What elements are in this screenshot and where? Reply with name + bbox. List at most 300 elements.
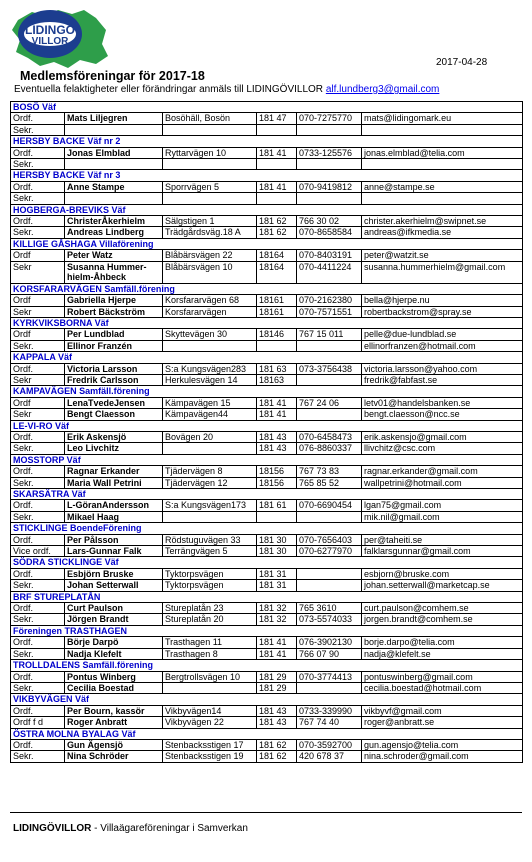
contact-role: Sekr. [11,477,65,488]
association-heading-row [11,317,523,328]
contact-email: borje.darpo@telia.com [362,637,523,648]
logo-word-top: LIDINGÖ [25,23,75,37]
contact-name: Johan Setterwall [65,580,163,591]
contact-name: Nina Schröder [65,751,163,762]
contact-postcode [257,511,297,522]
association-heading-row [11,557,523,568]
contact-row [11,546,523,557]
contact-postcode: 181 62 [257,751,297,762]
contact-postcode: 181 63 [257,363,297,374]
contact-email: victoria.larsson@yahoo.com [362,363,523,374]
association-name: KYRKVIKSBORNA Väf [11,317,523,328]
association-name: BRF STUREPLATÅN [11,591,523,602]
contact-postcode: 181 47 [257,113,297,124]
contact-name: Jörgen Brandt [65,614,163,625]
contact-email: johan.setterwall@marketcap.se [362,580,523,591]
contact-phone: 070-8658584 [297,227,362,238]
contact-name: ChristerÅkerhielm [65,216,163,227]
association-heading-row [11,352,523,363]
contact-phone: 766 07 90 [297,648,362,659]
contact-role: Vice ordf. [11,546,65,557]
contact-street-address: Ryttarvägen 10 [163,147,257,158]
contact-phone: 070-6277970 [297,546,362,557]
contact-street-address: Korsfararvägen [163,306,257,317]
contact-role: Ordf. [11,181,65,192]
contact-postcode: 181 43 [257,705,297,716]
contact-role: Sekr. [11,580,65,591]
association-name: KORSFARARVÄGEN Samfäll.förening [11,283,523,294]
contact-street-address: Kämpavägen 15 [163,397,257,408]
association-heading-row [11,170,523,181]
contact-postcode: 181 41 [257,397,297,408]
association-name: SÖDRA STICKLINGE Väf [11,557,523,568]
contact-role: Sekr. [11,193,65,204]
contact-name: Peter Watz [65,250,163,261]
contact-email: wallpetrini@hotmail.com [362,477,523,488]
contact-phone: 073-5574033 [297,614,362,625]
association-name: BOSÖ Väf [11,102,523,113]
contact-phone: 420 678 37 [297,751,362,762]
contact-row [11,443,523,454]
subtitle-text: Eventuella felaktigheter eller förändringar anmäls till LIDINGÖVILLOR [14,84,324,95]
contact-name: Per Lundblad [65,329,163,340]
contact-email: curt.paulson@comhem.se [362,603,523,614]
contact-postcode: 181 32 [257,614,297,625]
association-heading-row [11,625,523,636]
contact-name: Pontus Winberg [65,671,163,682]
contact-row [11,648,523,659]
contact-street-address: Vikbyvägen14 [163,705,257,716]
contact-postcode: 181 41 [257,181,297,192]
contact-name: Per Bourn, kassör [65,705,163,716]
contact-name: Per Pålsson [65,534,163,545]
association-heading-row [11,136,523,147]
contact-street-address [163,443,257,454]
contact-name: Mikael Haag [65,511,163,522]
contact-name: Nadja Klefelt [65,648,163,659]
contact-role: Sekr. [11,443,65,454]
contact-row [11,113,523,124]
contact-row [11,147,523,158]
contact-phone [297,568,362,579]
association-heading-row [11,660,523,671]
contact-street-address: Kämpavägen44 [163,409,257,420]
page-title: Medlemsföreningar för 2017-18 [20,69,205,83]
contact-phone: 070-6690454 [297,500,362,511]
contact-name [65,124,163,135]
contact-name: Robert Bäckström [65,306,163,317]
association-heading-row [11,694,523,705]
contact-email: ellinorfranzen@hotmail.com [362,340,523,351]
association-heading-row [11,238,523,249]
contact-postcode [257,124,297,135]
contact-role: Sekr. [11,751,65,762]
contact-name: Leo Livchitz [65,443,163,454]
contact-phone: 070-2162380 [297,295,362,306]
contact-street-address: Blåbärsvägen 10 [163,261,257,283]
contact-row [11,193,523,204]
contact-row [11,295,523,306]
contact-role: Sekr. [11,511,65,522]
association-heading-row [11,420,523,431]
contact-postcode: 181 29 [257,671,297,682]
footer-brand: LIDINGÖVILLOR [13,823,92,834]
contact-role: Ordf [11,397,65,408]
contact-name [65,193,163,204]
contact-postcode: 18161 [257,295,297,306]
contact-name: Curt Paulson [65,603,163,614]
contact-street-address [163,159,257,170]
contact-role: Ordf f d [11,717,65,728]
contact-name: Ellinor Franzén [65,340,163,351]
contact-email: jorgen.brandt@comhem.se [362,614,523,625]
contact-postcode: 181 62 [257,227,297,238]
contact-row [11,466,523,477]
association-name: HERSBY BACKE Väf nr 3 [11,170,523,181]
contact-row [11,568,523,579]
contact-phone: 070-7275770 [297,113,362,124]
association-name: KILLIGE GÅSHAGA Villaförening [11,238,523,249]
contact-phone [297,193,362,204]
contact-phone: 766 30 02 [297,216,362,227]
contact-phone: 767 73 83 [297,466,362,477]
association-heading-row [11,102,523,113]
contact-email: lgan75@gmail.com [362,500,523,511]
contact-email: gun.agensjo@telia.com [362,739,523,750]
contact-street-address: Stureplatån 20 [163,614,257,625]
contact-role: Sekr [11,306,65,317]
contact-street-address [163,124,257,135]
contact-name: Roger Anbratt [65,717,163,728]
contact-row [11,159,523,170]
contact-row [11,181,523,192]
contact-postcode: 181 32 [257,603,297,614]
association-heading-row [11,523,523,534]
association-name: ÖSTRA MOLNA BYALAG Väf [11,728,523,739]
contact-phone: 070-3774413 [297,671,362,682]
contact-postcode: 18164 [257,261,297,283]
contact-phone: 070-6458473 [297,431,362,442]
contact-street-address: S:a Kungsvägen173 [163,500,257,511]
contact-email: bengt.claesson@ncc.se [362,409,523,420]
contact-row [11,603,523,614]
contact-row [11,329,523,340]
contact-name: Ragnar Erkander [65,466,163,477]
contact-row [11,306,523,317]
contact-street-address: Tjädervägen 8 [163,466,257,477]
association-name: MOSSTORP Väf [11,454,523,465]
contact-email-link[interactable]: alf.lundberg3@gmail.com [325,84,440,95]
contact-role: Ordf. [11,603,65,614]
contact-name: Maria Wall Petrini [65,477,163,488]
contact-phone [297,374,362,385]
contact-postcode [257,159,297,170]
contact-name: Victoria Larsson [65,363,163,374]
contact-street-address: Bovägen 20 [163,431,257,442]
contact-row [11,363,523,374]
contact-street-address: Terrängvägen 5 [163,546,257,557]
footer-divider [10,812,522,813]
member-associations-table [10,101,523,763]
association-name: HOGBERGA-BREVIKS Väf [11,204,523,215]
lidingovillor-logo [10,6,110,70]
contact-postcode: 181 41 [257,147,297,158]
contact-name [65,159,163,170]
contact-role: Sekr. [11,614,65,625]
contact-row [11,216,523,227]
contact-role: Ordf. [11,671,65,682]
contact-postcode [257,340,297,351]
contact-postcode: 18164 [257,250,297,261]
contact-role: Ordf. [11,637,65,648]
association-heading-row [11,283,523,294]
contact-email: pelle@due-lundblad.se [362,329,523,340]
page-subtitle [14,84,439,95]
contact-postcode: 181 43 [257,431,297,442]
contact-email: peter@watzit.se [362,250,523,261]
contact-street-address [163,193,257,204]
contact-email: cecilia.boestad@hotmail.com [362,682,523,693]
contact-name: LenaTvedeJensen [65,397,163,408]
contact-row [11,431,523,442]
contact-phone: 070-7656403 [297,534,362,545]
contact-name: Gabriella Hjerpe [65,295,163,306]
association-name: KAMPAVÄGEN Samfäll.förening [11,386,523,397]
contact-street-address [163,682,257,693]
contact-email: esbjorn@bruske.com [362,568,523,579]
logo-word-bottom: VILLOR [31,36,69,47]
contact-phone: 767 24 06 [297,397,362,408]
contact-email: nina.schroder@gmail.com [362,751,523,762]
contact-row [11,580,523,591]
contact-email: anne@stampe.se [362,181,523,192]
contact-email: per@taheiti.se [362,534,523,545]
contact-email: erik.askensjo@gmail.com [362,431,523,442]
contact-email: roger@anbratt.se [362,717,523,728]
contact-phone [297,124,362,135]
contact-street-address: Tjädervägen 12 [163,477,257,488]
contact-phone: 070-7571551 [297,306,362,317]
contact-street-address: Blåbärsvägen 22 [163,250,257,261]
contact-role: Ordf. [11,534,65,545]
contact-row [11,637,523,648]
contact-role: Sekr. [11,340,65,351]
document-date: 2017-04-28 [436,57,488,68]
contact-email: pontuswinberg@gmail.com [362,671,523,682]
footer-text: - Villaägareföreningar i Samverkan [91,823,248,834]
contact-name: Gun Ägensjö [65,739,163,750]
contact-email: mik.nil@gmail.com [362,511,523,522]
association-name: VIKBYVÄGEN Väf [11,694,523,705]
contact-role: Sekr. [11,227,65,238]
contact-street-address: Bergtrollsvägen 10 [163,671,257,682]
contact-email: falklarsgunnar@gmail.com [362,546,523,557]
contact-role: Sekr. [11,159,65,170]
contact-row [11,374,523,385]
contact-email: letv01@handelsbanken.se [362,397,523,408]
contact-phone: 070-4411224 [297,261,362,283]
contact-postcode: 181 61 [257,500,297,511]
contact-email: bella@hjerpe.nu [362,295,523,306]
contact-street-address: Herkulesvägen 14 [163,374,257,385]
contact-name: L-GöranAndersson [65,500,163,511]
contact-phone [297,580,362,591]
contact-email: vikbyvf@gmail.com [362,705,523,716]
contact-postcode: 18161 [257,306,297,317]
contact-role: Sekr. [11,124,65,135]
contact-postcode: 181 41 [257,409,297,420]
contact-street-address: S:a Kungsvägen283 [163,363,257,374]
contact-phone: 076-8860337 [297,443,362,454]
contact-phone: 070-3592700 [297,739,362,750]
contact-postcode: 181 31 [257,568,297,579]
contact-postcode [257,193,297,204]
contact-postcode: 18146 [257,329,297,340]
contact-email: robertbackstrom@spray.se [362,306,523,317]
contact-name: Lars-Gunnar Falk [65,546,163,557]
contact-postcode: 181 43 [257,443,297,454]
contact-postcode: 181 31 [257,580,297,591]
contact-role: Ordf. [11,466,65,477]
association-heading-row [11,386,523,397]
contact-street-address: Tyktorpsvägen [163,568,257,579]
contact-role: Ordf. [11,739,65,750]
contact-street-address: Trasthagen 8 [163,648,257,659]
contact-role: Ordf. [11,431,65,442]
contact-role: Ordf [11,295,65,306]
contact-row [11,397,523,408]
contact-postcode: 18156 [257,477,297,488]
contact-row [11,250,523,261]
contact-street-address: Korsfararvägen 68 [163,295,257,306]
association-name: HERSBY BACKE Väf nr 2 [11,136,523,147]
contact-row [11,614,523,625]
contact-email: ragnar.erkander@gmail.com [362,466,523,477]
contact-street-address: Rödstuguvägen 33 [163,534,257,545]
contact-role: Ordf. [11,216,65,227]
contact-row [11,500,523,511]
contact-street-address: Trasthagen 11 [163,637,257,648]
contact-postcode: 181 41 [257,648,297,659]
contact-street-address: Skyttevägen 30 [163,329,257,340]
contact-phone: 073-3756438 [297,363,362,374]
contact-phone: 767 15 011 [297,329,362,340]
contact-postcode: 181 62 [257,216,297,227]
contact-street-address: Trädgårdsväg.18 A [163,227,257,238]
contact-role: Ordf. [11,568,65,579]
contact-role: Sekr [11,261,65,283]
contact-phone: 070-9419812 [297,181,362,192]
contact-row [11,227,523,238]
contact-postcode: 181 43 [257,717,297,728]
contact-phone: 0733-125576 [297,147,362,158]
contact-postcode: 18156 [257,466,297,477]
contact-postcode: 181 62 [257,739,297,750]
contact-email: christer.akerhielm@swipnet.se [362,216,523,227]
contact-phone: 765 85 52 [297,477,362,488]
contact-postcode: 18163 [257,374,297,385]
contact-name: Jonas Elmblad [65,147,163,158]
contact-phone: 767 74 40 [297,717,362,728]
contact-name: Andreas Lindberg [65,227,163,238]
association-heading-row [11,454,523,465]
contact-row [11,511,523,522]
contact-row [11,124,523,135]
contact-street-address: Sporrvägen 5 [163,181,257,192]
contact-postcode: 181 30 [257,534,297,545]
contact-email: andreas@ifkmedia.se [362,227,523,238]
contact-row [11,340,523,351]
contact-name: Bengt Claesson [65,409,163,420]
contact-phone: 765 3610 [297,603,362,614]
contact-row [11,705,523,716]
contact-row [11,751,523,762]
contact-role: Sekr. [11,682,65,693]
association-heading-row [11,728,523,739]
association-heading-row [11,204,523,215]
contact-name: Anne Stampe [65,181,163,192]
contact-name: Börje Darpö [65,637,163,648]
contact-role: Sekr. [11,648,65,659]
contact-name: Susanna Hummer-hielm-Åhbeck [65,261,163,283]
contact-street-address [163,340,257,351]
contact-row [11,477,523,488]
contact-street-address: Stenbacksstigen 19 [163,751,257,762]
contact-role: Ordf [11,329,65,340]
contact-email: llivchitz@csc.com [362,443,523,454]
contact-row [11,534,523,545]
contact-phone: 076-3902130 [297,637,362,648]
contact-role: Ordf [11,250,65,261]
association-name: STICKLINGE BoendeFörening [11,523,523,534]
contact-email: susanna.hummerhielm@gmail.com [362,261,523,283]
contact-name: Cecilia Boestad [65,682,163,693]
contact-street-address: Sälgstigen 1 [163,216,257,227]
association-heading-row [11,489,523,500]
contact-role: Ordf. [11,147,65,158]
contact-row [11,671,523,682]
contact-email: jonas.elmblad@telia.com [362,147,523,158]
contact-row [11,717,523,728]
contact-street-address: Stureplatån 23 [163,603,257,614]
contact-postcode: 181 30 [257,546,297,557]
association-name: KAPPALA Väf [11,352,523,363]
contact-phone [297,159,362,170]
contact-role: Ordf. [11,363,65,374]
contact-role: Sekr [11,374,65,385]
contact-postcode: 181 41 [257,637,297,648]
contact-email: fredrik@fabfast.se [362,374,523,385]
page-footer [13,823,248,834]
contact-postcode: 181 29 [257,682,297,693]
contact-street-address: Bosöhäll, Bosön [163,113,257,124]
contact-phone [297,409,362,420]
contact-row [11,739,523,750]
contact-street-address: Tyktorpsvägen [163,580,257,591]
association-name: Föreningen TRASTHAGEN [11,625,523,636]
contact-email [362,159,523,170]
contact-street-address: Vikbyvägen 22 [163,717,257,728]
contact-role: Ordf. [11,500,65,511]
contact-email: mats@lidingomark.eu [362,113,523,124]
contact-phone: 070-8403191 [297,250,362,261]
contact-role: Ordf. [11,113,65,124]
contact-name: Erik Askensjö [65,431,163,442]
contact-email [362,124,523,135]
contact-row [11,261,523,283]
contact-email: nadja@klefelt.se [362,648,523,659]
contact-role: Sekr [11,409,65,420]
